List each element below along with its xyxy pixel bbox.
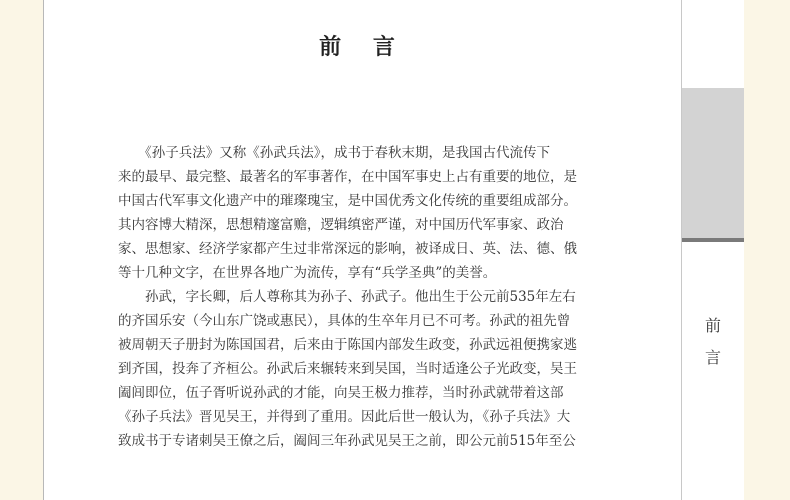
text-line: 来的最早、最完整、最著名的军事著作，在中国军事史上占有重要的地位，是	[118, 169, 577, 185]
text-line: 致成书于专诸刺吴王僚之后，阖闾三年孙武见吴王之前，即公元前515年至公	[118, 433, 576, 449]
text-line: 其内容博大精深，思想精邃富赡，逻辑缜密严谨，对中国历代军事家、政治	[118, 217, 564, 233]
text-line: 《孙子兵法》晋见吴王，并得到了重用。因此后世一般认为，《孙子兵法》大	[118, 409, 571, 425]
sidebar-divider-bar	[682, 238, 744, 242]
sidebar-label-char: 言	[704, 348, 721, 367]
text-line: 阖闾即位，伍子胥听说孙武的才能，向吴王极力推荐，当时孙武就带着这部	[118, 385, 564, 401]
sidebar-chapter-label	[682, 310, 744, 374]
text-line: 等十几种文字，在世界各地广为流传，享有“兵学圣典”的美誉。	[118, 265, 497, 281]
sidebar-label-char: 前	[704, 316, 721, 335]
text-line: 的齐国乐安（今山东广饶或惠民），具体的生卒年月已不可考。孙武的祖先曾	[118, 313, 571, 329]
sidebar-shade-block	[682, 88, 744, 238]
text-line: 《孙子兵法》又称《孙武兵法》，成书于春秋末期，是我国古代流传下	[118, 145, 550, 161]
text-line: 被周朝天子册封为陈国国君，后来由于陈国内部发生政变，孙武远祖便携家逃	[118, 337, 577, 353]
book-page	[43, 0, 682, 500]
page-title: 前 言	[319, 34, 407, 60]
text-line: 到齐国，投奔了齐桓公。孙武后来辗转来到吴国，当时适逢公子光政变，吴王	[118, 361, 577, 377]
text-line: 家、思想家、经济学家都产生过非常深远的影响，被译成日、英、法、德、俄	[118, 241, 577, 257]
text-line: 孙武，字长卿，后人尊称其为孙子、孙武子。他出生于公元前535年左右	[118, 289, 576, 305]
background-margin	[744, 0, 790, 500]
preface-body	[118, 141, 654, 453]
chapter-sidebar	[681, 0, 745, 500]
text-line: 中国古代军事文化遗产中的璀璨瑰宝，是中国优秀文化传统的重要组成部分。	[118, 193, 577, 209]
